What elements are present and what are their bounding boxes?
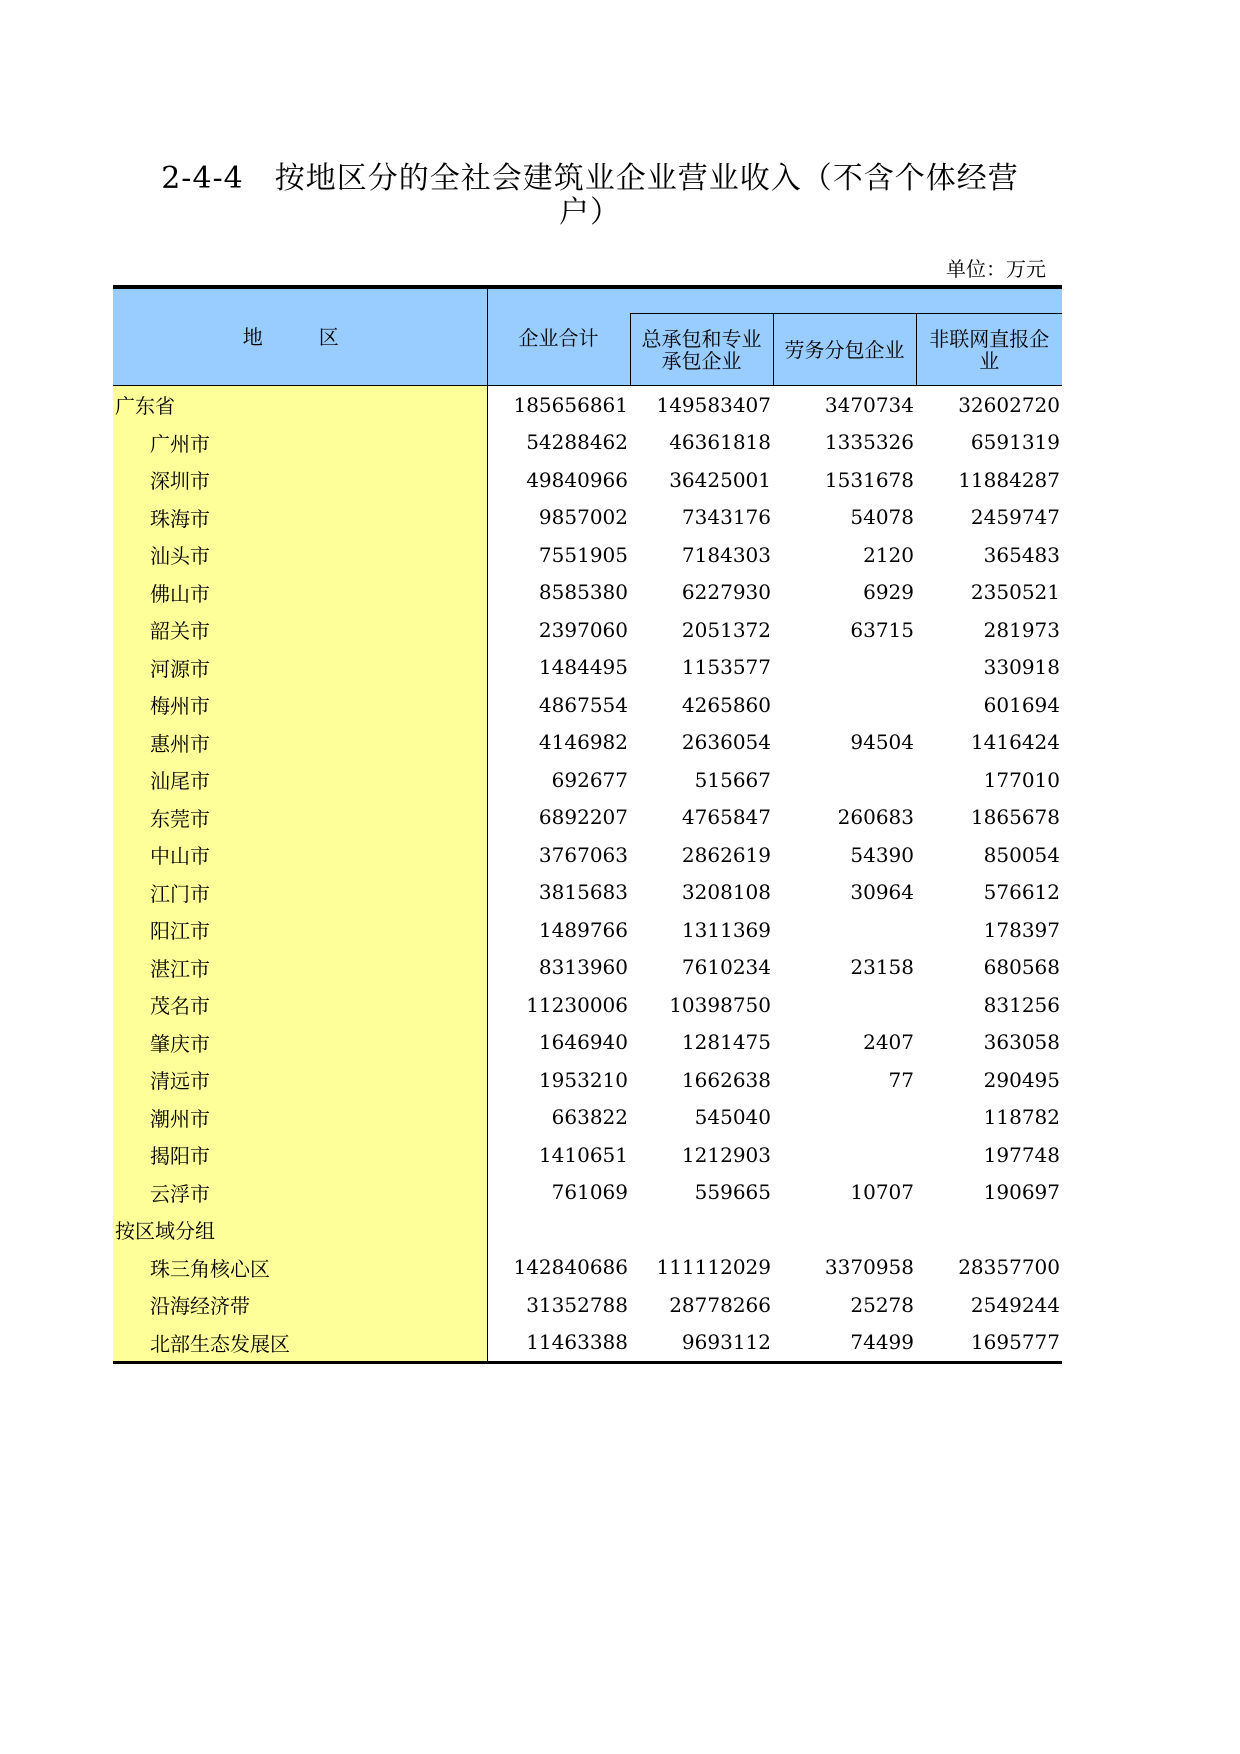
labor-subcontract-cell: [773, 686, 916, 724]
general-contract-cell: 7343176: [681, 505, 771, 530]
header-col2: 总承包和专业承包企业: [630, 314, 773, 386]
general-contract-cell: 2636054: [681, 730, 771, 755]
header-total: 企业合计: [487, 287, 630, 386]
non-online-cell: 177010: [983, 767, 1060, 792]
table-header: [113, 287, 1062, 386]
labor-subcontract-cell: 6929: [863, 580, 914, 605]
region-name-cell: 沿海经济带: [113, 1286, 487, 1324]
non-online-cell: 190697: [983, 1180, 1060, 1205]
non-online-cell: 2459747: [970, 505, 1060, 530]
region-name-cell: 云浮市: [113, 1174, 487, 1212]
general-contract-cell: 4265860: [681, 692, 771, 717]
region-name-cell: 中山市: [113, 836, 487, 874]
general-contract-cell: [630, 1211, 773, 1249]
non-online-cell: 831256: [983, 992, 1060, 1017]
non-online-cell: [916, 1211, 1062, 1249]
labor-subcontract-cell: 94504: [850, 730, 914, 755]
page-title: [110, 162, 1070, 230]
table-row: [113, 1099, 1062, 1137]
table-row: [113, 836, 1062, 874]
non-online-cell: 1865678: [970, 805, 1060, 830]
labor-subcontract-cell: [773, 1099, 916, 1137]
non-online-cell: 11884287: [958, 467, 1060, 492]
general-contract-cell: 149583407: [656, 392, 771, 417]
total-cell: 31352788: [526, 1292, 628, 1317]
table-row: [113, 499, 1062, 537]
table-row: [113, 461, 1062, 499]
total-cell: 1646940: [538, 1030, 628, 1055]
table-row: [113, 949, 1062, 987]
labor-subcontract-cell: 1531678: [824, 467, 914, 492]
total-cell: 7551905: [538, 542, 628, 567]
non-online-cell: 6591319: [970, 430, 1060, 455]
general-contract-cell: 7610234: [681, 955, 771, 980]
region-name-cell: 湛江市: [113, 949, 487, 987]
region-name-cell: 汕尾市: [113, 761, 487, 799]
region-name-cell: 韶关市: [113, 611, 487, 649]
title-line-2: 户）: [559, 195, 621, 230]
labor-subcontract-cell: 3470734: [824, 392, 914, 417]
non-online-cell: 2350521: [970, 580, 1060, 605]
header-region: 地 区: [113, 287, 487, 386]
total-cell: 8313960: [538, 955, 628, 980]
non-online-cell: 576612: [983, 880, 1060, 905]
table-row: [113, 724, 1062, 762]
table-row: [113, 574, 1062, 612]
total-cell: 142840686: [513, 1255, 628, 1280]
total-cell: 1953210: [538, 1067, 628, 1092]
total-cell: 6892207: [538, 805, 628, 830]
labor-subcontract-cell: [773, 649, 916, 687]
region-name-cell: 珠三角核心区: [113, 1249, 487, 1287]
region-name-cell: 茂名市: [113, 986, 487, 1024]
labor-subcontract-cell: 77: [888, 1067, 914, 1092]
labor-subcontract-cell: 63715: [850, 617, 914, 642]
labor-subcontract-cell: [773, 986, 916, 1024]
region-name-cell: 揭阳市: [113, 1136, 487, 1174]
labor-subcontract-cell: 1335326: [824, 430, 914, 455]
total-cell: 3815683: [538, 880, 628, 905]
non-online-cell: 197748: [983, 1142, 1060, 1167]
labor-subcontract-cell: 2407: [863, 1030, 914, 1055]
general-contract-cell: 3208108: [681, 880, 771, 905]
region-name-cell: 东莞市: [113, 799, 487, 837]
region-name-cell: 惠州市: [113, 724, 487, 762]
total-cell: 9857002: [538, 505, 628, 530]
table-row: [113, 611, 1062, 649]
table-row: [113, 536, 1062, 574]
header-col3: 劳务分包企业: [773, 314, 916, 386]
non-online-cell: 601694: [983, 692, 1060, 717]
total-cell: 663822: [551, 1105, 628, 1130]
non-online-cell: 28357700: [958, 1255, 1060, 1280]
region-name-cell: 深圳市: [113, 461, 487, 499]
region-name-cell: 珠海市: [113, 499, 487, 537]
general-contract-cell: 10398750: [669, 992, 771, 1017]
table-row: [113, 874, 1062, 912]
table-row: [113, 1324, 1062, 1363]
total-cell: 49840966: [526, 467, 628, 492]
total-cell: 2397060: [538, 617, 628, 642]
table-row: [113, 986, 1062, 1024]
labor-subcontract-cell: 260683: [837, 805, 914, 830]
general-contract-cell: 4765847: [681, 805, 771, 830]
non-online-cell: 281973: [983, 617, 1060, 642]
region-name-cell: 清远市: [113, 1061, 487, 1099]
data-table: [113, 285, 1062, 1364]
labor-subcontract-cell: [773, 1211, 916, 1249]
general-contract-cell: 2051372: [681, 617, 771, 642]
region-name-cell: 按区域分组: [113, 1211, 487, 1249]
labor-subcontract-cell: 3370958: [824, 1255, 914, 1280]
table-row: [113, 1249, 1062, 1287]
labor-subcontract-cell: 2120: [863, 542, 914, 567]
general-contract-cell: 1153577: [681, 655, 771, 680]
total-cell: 11463388: [487, 1324, 630, 1363]
non-online-cell: 363058: [983, 1030, 1060, 1055]
total-cell: 761069: [551, 1180, 628, 1205]
total-cell: 692677: [551, 767, 628, 792]
region-name-cell: 江门市: [113, 874, 487, 912]
general-contract-cell: 515667: [694, 767, 771, 792]
table-row: [113, 424, 1062, 462]
total-cell: 4146982: [538, 730, 628, 755]
total-cell: [487, 1211, 630, 1249]
total-cell: 4867554: [538, 692, 628, 717]
general-contract-cell: 545040: [694, 1105, 771, 1130]
header-top-band: [630, 287, 1062, 314]
general-contract-cell: 7184303: [681, 542, 771, 567]
region-name-cell: 佛山市: [113, 574, 487, 612]
non-online-cell: 330918: [983, 655, 1060, 680]
region-name-cell: 阳江市: [113, 911, 487, 949]
total-cell: 54288462: [526, 430, 628, 455]
region-name-cell: 汕头市: [113, 536, 487, 574]
non-online-cell: 850054: [983, 842, 1060, 867]
non-online-cell: 1416424: [970, 730, 1060, 755]
table-row: [113, 386, 1062, 424]
non-online-cell: 2549244: [970, 1292, 1060, 1317]
labor-subcontract-cell: 10707: [850, 1180, 914, 1205]
total-cell: 3767063: [538, 842, 628, 867]
labor-subcontract-cell: 74499: [773, 1324, 916, 1363]
non-online-cell: 1695777: [916, 1324, 1062, 1363]
unit-label: 单位：万元: [946, 257, 1046, 281]
table-row: [113, 1286, 1062, 1324]
labor-subcontract-cell: [773, 1136, 916, 1174]
labor-subcontract-cell: [773, 911, 916, 949]
general-contract-cell: 46361818: [669, 430, 771, 455]
general-contract-cell: 6227930: [681, 580, 771, 605]
table-row: [113, 1136, 1062, 1174]
region-name-cell: 北部生态发展区: [113, 1324, 487, 1363]
general-contract-cell: 9693112: [630, 1324, 773, 1363]
region-name-cell: 广东省: [113, 386, 487, 424]
table-row: [113, 1211, 1062, 1249]
labor-subcontract-cell: 30964: [850, 880, 914, 905]
general-contract-cell: 1281475: [681, 1030, 771, 1055]
total-cell: 1410651: [538, 1142, 628, 1167]
table-row: [113, 1174, 1062, 1212]
table-body: [113, 386, 1062, 1363]
total-cell: 1489766: [538, 917, 628, 942]
table-row: [113, 686, 1062, 724]
region-name-cell: 广州市: [113, 424, 487, 462]
labor-subcontract-cell: 54078: [850, 505, 914, 530]
region-name-cell: 河源市: [113, 649, 487, 687]
non-online-cell: 178397: [983, 917, 1060, 942]
table-row: [113, 1061, 1062, 1099]
labor-subcontract-cell: 25278: [850, 1292, 914, 1317]
total-cell: 11230006: [526, 992, 628, 1017]
general-contract-cell: 1662638: [681, 1067, 771, 1092]
title-line-1: 2-4-4 按地区分的全社会建筑业企业营业收入（不含个体经营: [161, 161, 1019, 196]
labor-subcontract-cell: 23158: [850, 955, 914, 980]
table-row: [113, 649, 1062, 687]
general-contract-cell: 36425001: [669, 467, 771, 492]
labor-subcontract-cell: [773, 761, 916, 799]
non-online-cell: 118782: [983, 1105, 1060, 1130]
region-name-cell: 梅州市: [113, 686, 487, 724]
table-row: [113, 1024, 1062, 1062]
header-col4: 非联网直报企业: [916, 314, 1062, 386]
labor-subcontract-cell: 54390: [850, 842, 914, 867]
non-online-cell: 32602720: [958, 392, 1060, 417]
table-row: [113, 911, 1062, 949]
total-cell: 185656861: [513, 392, 628, 417]
region-name-cell: 潮州市: [113, 1099, 487, 1137]
general-contract-cell: 2862619: [681, 842, 771, 867]
total-cell: 8585380: [538, 580, 628, 605]
general-contract-cell: 28778266: [669, 1292, 771, 1317]
general-contract-cell: 111112029: [656, 1255, 771, 1280]
region-name-cell: 肇庆市: [113, 1024, 487, 1062]
general-contract-cell: 559665: [694, 1180, 771, 1205]
non-online-cell: 680568: [983, 955, 1060, 980]
table-row: [113, 761, 1062, 799]
general-contract-cell: 1212903: [681, 1142, 771, 1167]
general-contract-cell: 1311369: [681, 917, 771, 942]
non-online-cell: 365483: [983, 542, 1060, 567]
total-cell: 1484495: [538, 655, 628, 680]
table-row: [113, 799, 1062, 837]
non-online-cell: 290495: [983, 1067, 1060, 1092]
